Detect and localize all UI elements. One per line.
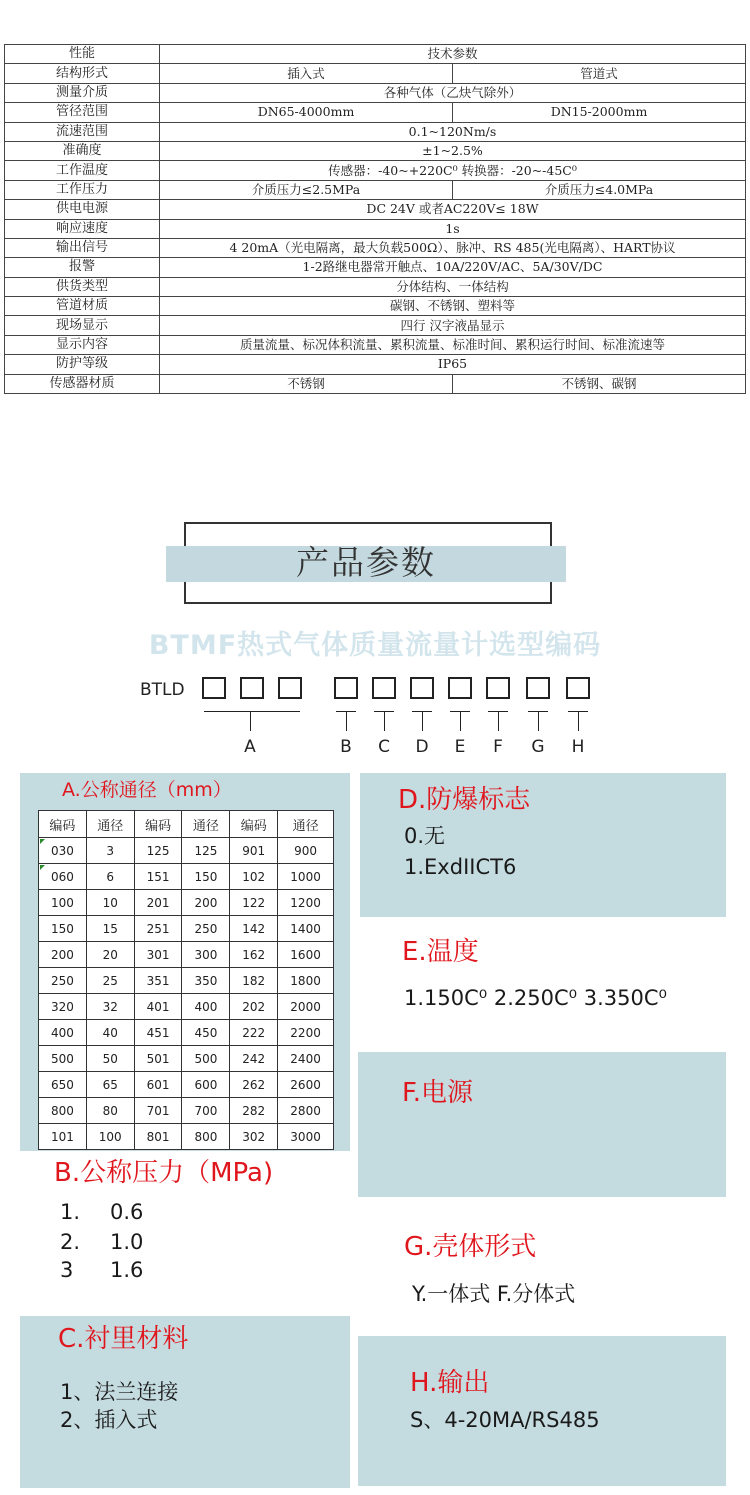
section-g-title: G.壳体形式 xyxy=(404,1232,537,1262)
diameter-row xyxy=(39,838,334,864)
diameter-cell: 182 xyxy=(230,968,278,994)
diameter-cell: 251 xyxy=(134,916,182,942)
spec-label: 工作温度 xyxy=(5,161,160,180)
spec-row xyxy=(5,297,746,316)
explosion-item: 1.ExdIICT6 xyxy=(404,855,517,879)
pressure-item-value: 1.6 xyxy=(110,1258,144,1282)
spec-label: 输出信号 xyxy=(5,238,160,257)
spec-label: 响应速度 xyxy=(5,219,160,238)
connector-e-stem xyxy=(460,711,461,731)
diameter-cell: 200 xyxy=(182,890,230,916)
diameter-cell: 150 xyxy=(182,864,230,890)
connector-b-stem xyxy=(346,711,347,731)
diameter-cell: 25 xyxy=(86,968,134,994)
diameter-header: 编码 xyxy=(230,811,278,838)
lining-item: 2、插入式 xyxy=(60,1408,158,1432)
diameter-header-row xyxy=(39,811,334,838)
diameter-cell: 151 xyxy=(134,864,182,890)
code-box-b xyxy=(334,677,358,699)
diameter-cell: 301 xyxy=(134,942,182,968)
diameter-cell: 65 xyxy=(86,1072,134,1098)
spec-row xyxy=(5,219,746,238)
diameter-cell: 32 xyxy=(86,994,134,1020)
diameter-cell: 125 xyxy=(134,838,182,864)
pressure-item-num: 1. xyxy=(60,1200,81,1224)
diameter-cell: 262 xyxy=(230,1072,278,1098)
spec-header-label: 性能 xyxy=(5,45,160,64)
diameter-cell: 2200 xyxy=(278,1020,334,1046)
diameter-cell: 142 xyxy=(230,916,278,942)
spec-label: 传感器材质 xyxy=(5,374,160,393)
spec-value: 碳钢、不锈钢、塑料等 xyxy=(160,297,746,316)
diameter-cell: 1000 xyxy=(278,864,334,890)
temperature-options: 1.150C⁰ 2.250C⁰ 3.350C⁰ xyxy=(404,986,667,1010)
spec-value: 质量流量、标况体积流量、累积流量、标准时间、累积运行时间、标准流速等 xyxy=(160,335,746,354)
diameter-cell: 601 xyxy=(134,1072,182,1098)
diameter-row xyxy=(39,916,334,942)
spec-value: 不锈钢、碳钢 xyxy=(453,374,746,393)
diameter-cell: 450 xyxy=(182,1020,230,1046)
diameter-cell: 2800 xyxy=(278,1098,334,1124)
spec-value: 0.1~120Nm/s xyxy=(160,122,746,141)
connector-d-stem xyxy=(422,711,423,731)
diameter-cell: 3000 xyxy=(278,1124,334,1150)
diameter-cell: 6 xyxy=(86,864,134,890)
diameter-cell: 600 xyxy=(182,1072,230,1098)
spec-value: 介质压力≤2.5MPa xyxy=(160,180,453,199)
diameter-cell: 2400 xyxy=(278,1046,334,1072)
spec-row xyxy=(5,122,746,141)
spec-value: ±1~2.5% xyxy=(160,141,746,160)
spec-label: 流速范围 xyxy=(5,122,160,141)
diameter-cell: 250 xyxy=(182,916,230,942)
cell-marker-icon xyxy=(40,865,45,870)
spec-value: 4 20mA（光电隔离，最大负载500Ω）、脉冲、RS 485(光电隔离）、HART协议 xyxy=(160,238,746,257)
spec-row xyxy=(5,64,746,83)
diameter-cell: 500 xyxy=(182,1046,230,1072)
spec-row xyxy=(5,355,746,374)
pressure-item-value: 0.6 xyxy=(110,1200,144,1224)
pressure-item-value: 1.0 xyxy=(110,1230,144,1254)
diameter-header: 通径 xyxy=(86,811,134,838)
spec-row xyxy=(5,316,746,335)
diameter-cell: 15 xyxy=(86,916,134,942)
diameter-cell: 3 xyxy=(86,838,134,864)
spec-label: 现场显示 xyxy=(5,316,160,335)
spec-label: 结构形式 xyxy=(5,64,160,83)
code-box-c xyxy=(372,677,396,699)
diameter-row xyxy=(39,968,334,994)
spec-value: IP65 xyxy=(160,355,746,374)
code-letter-f: F xyxy=(493,737,503,757)
diameter-row xyxy=(39,1046,334,1072)
diameter-cell: 2000 xyxy=(278,994,334,1020)
connector-a-bar xyxy=(204,711,300,712)
section-d-title: D.防爆标志 xyxy=(398,785,531,815)
diameter-header: 编码 xyxy=(134,811,182,838)
spec-value: DC 24V 或者AC220V≤ 18W xyxy=(160,200,746,219)
code-letter-a: A xyxy=(244,737,256,757)
diameter-cell: 1800 xyxy=(278,968,334,994)
diameter-cell: 162 xyxy=(230,942,278,968)
spec-row xyxy=(5,103,746,122)
diameter-cell: 50 xyxy=(86,1046,134,1072)
diameter-cell: 1200 xyxy=(278,890,334,916)
panel-f xyxy=(358,1052,726,1197)
spec-value: 传感器：-40~+220C⁰ 转换器：-20~-45C⁰ xyxy=(160,161,746,180)
spec-value: 插入式 xyxy=(160,64,453,83)
code-box-g xyxy=(526,677,550,699)
spec-row xyxy=(5,161,746,180)
spec-label: 供货类型 xyxy=(5,277,160,296)
code-letter-d: D xyxy=(415,737,429,757)
diameter-cell: 300 xyxy=(182,942,230,968)
code-box-a1 xyxy=(202,677,226,699)
code-box-d xyxy=(410,677,434,699)
diameter-row xyxy=(39,994,334,1020)
diameter-cell: 100 xyxy=(39,890,87,916)
housing-options: Y.一体式 F.分体式 xyxy=(412,1282,576,1306)
diameter-cell: 060 xyxy=(39,864,87,890)
diameter-cell: 80 xyxy=(86,1098,134,1124)
diameter-table xyxy=(38,810,334,1150)
spec-label: 报警 xyxy=(5,258,160,277)
diameter-cell: 350 xyxy=(182,968,230,994)
spec-value: 1s xyxy=(160,219,746,238)
spec-row xyxy=(5,238,746,257)
spec-value: DN65-4000mm xyxy=(160,103,453,122)
connector-a-stem xyxy=(250,711,251,731)
spec-row xyxy=(5,258,746,277)
code-box-h xyxy=(566,677,590,699)
code-letter-b: B xyxy=(340,737,352,757)
connector-f-stem xyxy=(498,711,499,731)
diameter-cell: 500 xyxy=(39,1046,87,1072)
spec-label: 防护等级 xyxy=(5,355,160,374)
diameter-cell: 700 xyxy=(182,1098,230,1124)
spec-label: 管道材质 xyxy=(5,297,160,316)
diameter-cell: 901 xyxy=(230,838,278,864)
diameter-cell: 122 xyxy=(230,890,278,916)
diameter-cell: 242 xyxy=(230,1046,278,1072)
pressure-item-num: 3 xyxy=(60,1258,74,1282)
diameter-cell: 40 xyxy=(86,1020,134,1046)
diameter-cell: 150 xyxy=(39,916,87,942)
diameter-cell: 501 xyxy=(134,1046,182,1072)
diameter-cell: 400 xyxy=(182,994,230,1020)
diameter-table-body xyxy=(39,838,334,1150)
code-letter-h: H xyxy=(571,737,585,757)
diameter-cell: 1600 xyxy=(278,942,334,968)
spec-row xyxy=(5,180,746,199)
spec-row xyxy=(5,200,746,219)
connector-c-stem xyxy=(384,711,385,731)
diameter-header: 通径 xyxy=(182,811,230,838)
spec-row xyxy=(5,83,746,102)
code-letter-g: G xyxy=(531,737,545,757)
diameter-cell: 302 xyxy=(230,1124,278,1150)
connector-g-stem xyxy=(538,711,539,731)
diameter-cell: 800 xyxy=(182,1124,230,1150)
diameter-cell: 400 xyxy=(39,1020,87,1046)
diameter-row xyxy=(39,1124,334,1150)
output-option: S、4-20MA/RS485 xyxy=(410,1408,600,1432)
diameter-cell: 401 xyxy=(134,994,182,1020)
code-box-a2 xyxy=(240,677,264,699)
spec-value: 分体结构、一体结构 xyxy=(160,277,746,296)
diameter-cell: 2600 xyxy=(278,1072,334,1098)
spec-row xyxy=(5,374,746,393)
lining-item: 1、法兰连接 xyxy=(60,1380,179,1404)
spec-row xyxy=(5,335,746,354)
diameter-cell: 202 xyxy=(230,994,278,1020)
diameter-cell: 451 xyxy=(134,1020,182,1046)
code-letter-e: E xyxy=(454,737,466,757)
diameter-cell: 800 xyxy=(39,1098,87,1124)
spec-row xyxy=(5,277,746,296)
diameter-row xyxy=(39,890,334,916)
pressure-item-num: 2. xyxy=(60,1230,81,1254)
section-e-title: E.温度 xyxy=(402,937,479,967)
diameter-cell: 100 xyxy=(86,1124,134,1150)
diameter-cell: 650 xyxy=(39,1072,87,1098)
diameter-row xyxy=(39,1020,334,1046)
diameter-cell: 102 xyxy=(230,864,278,890)
diameter-cell: 1400 xyxy=(278,916,334,942)
diameter-row xyxy=(39,1098,334,1124)
diameter-header: 编码 xyxy=(39,811,87,838)
diameter-cell: 10 xyxy=(86,890,134,916)
spec-value: 介质压力≤4.0MPa xyxy=(453,180,746,199)
diameter-row xyxy=(39,1072,334,1098)
diameter-cell: 101 xyxy=(39,1124,87,1150)
diameter-row xyxy=(39,864,334,890)
connector-h-stem xyxy=(578,711,579,731)
diameter-cell: 201 xyxy=(134,890,182,916)
spec-header-row xyxy=(5,45,746,64)
code-letter-c: C xyxy=(378,737,390,757)
code-box-a3 xyxy=(278,677,302,699)
diameter-cell: 320 xyxy=(39,994,87,1020)
spec-row xyxy=(5,141,746,160)
code-box-f xyxy=(486,677,510,699)
spec-value: DN15-2000mm xyxy=(453,103,746,122)
selection-code-title: BTMF热式气体质量流量计选型编码 xyxy=(148,630,602,661)
spec-label: 测量介质 xyxy=(5,83,160,102)
code-prefix: BTLD xyxy=(140,680,185,700)
section-h-title: H.输出 xyxy=(410,1368,490,1398)
diameter-cell: 282 xyxy=(230,1098,278,1124)
spec-label: 准确度 xyxy=(5,141,160,160)
spec-header-value: 技术参数 xyxy=(160,45,746,64)
cell-marker-icon xyxy=(40,839,45,844)
diameter-row xyxy=(39,942,334,968)
spec-table xyxy=(4,44,746,394)
diameter-cell: 801 xyxy=(134,1124,182,1150)
spec-table-body xyxy=(5,45,746,394)
diameter-header: 通径 xyxy=(278,811,334,838)
spec-label: 工作压力 xyxy=(5,180,160,199)
spec-value: 1-2路继电器常开触点、10A/220V/AC、5A/30V/DC xyxy=(160,258,746,277)
explosion-item: 0.无 xyxy=(404,824,446,848)
spec-value: 管道式 xyxy=(453,64,746,83)
section-f-title: F.电源 xyxy=(402,1078,474,1108)
diameter-cell: 125 xyxy=(182,838,230,864)
diameter-cell: 222 xyxy=(230,1020,278,1046)
section-b-title: B.公称压力（MPa) xyxy=(54,1158,274,1188)
diameter-cell: 351 xyxy=(134,968,182,994)
spec-value: 不锈钢 xyxy=(160,374,453,393)
spec-label: 管径范围 xyxy=(5,103,160,122)
spec-value: 各种气体（乙炔气除外） xyxy=(160,83,746,102)
spec-value: 四行 汉字液晶显示 xyxy=(160,316,746,335)
banner-title: 产品参数 xyxy=(296,543,436,582)
spec-label: 显示内容 xyxy=(5,335,160,354)
diameter-cell: 250 xyxy=(39,968,87,994)
section-a-title: A.公称通径（mm） xyxy=(62,779,232,801)
diameter-cell: 200 xyxy=(39,942,87,968)
spec-label: 供电电源 xyxy=(5,200,160,219)
diameter-cell: 030 xyxy=(39,838,87,864)
diameter-cell: 701 xyxy=(134,1098,182,1124)
diameter-cell: 900 xyxy=(278,838,334,864)
code-box-e xyxy=(448,677,472,699)
section-c-title: C.衬里材料 xyxy=(58,1324,189,1354)
diameter-cell: 20 xyxy=(86,942,134,968)
